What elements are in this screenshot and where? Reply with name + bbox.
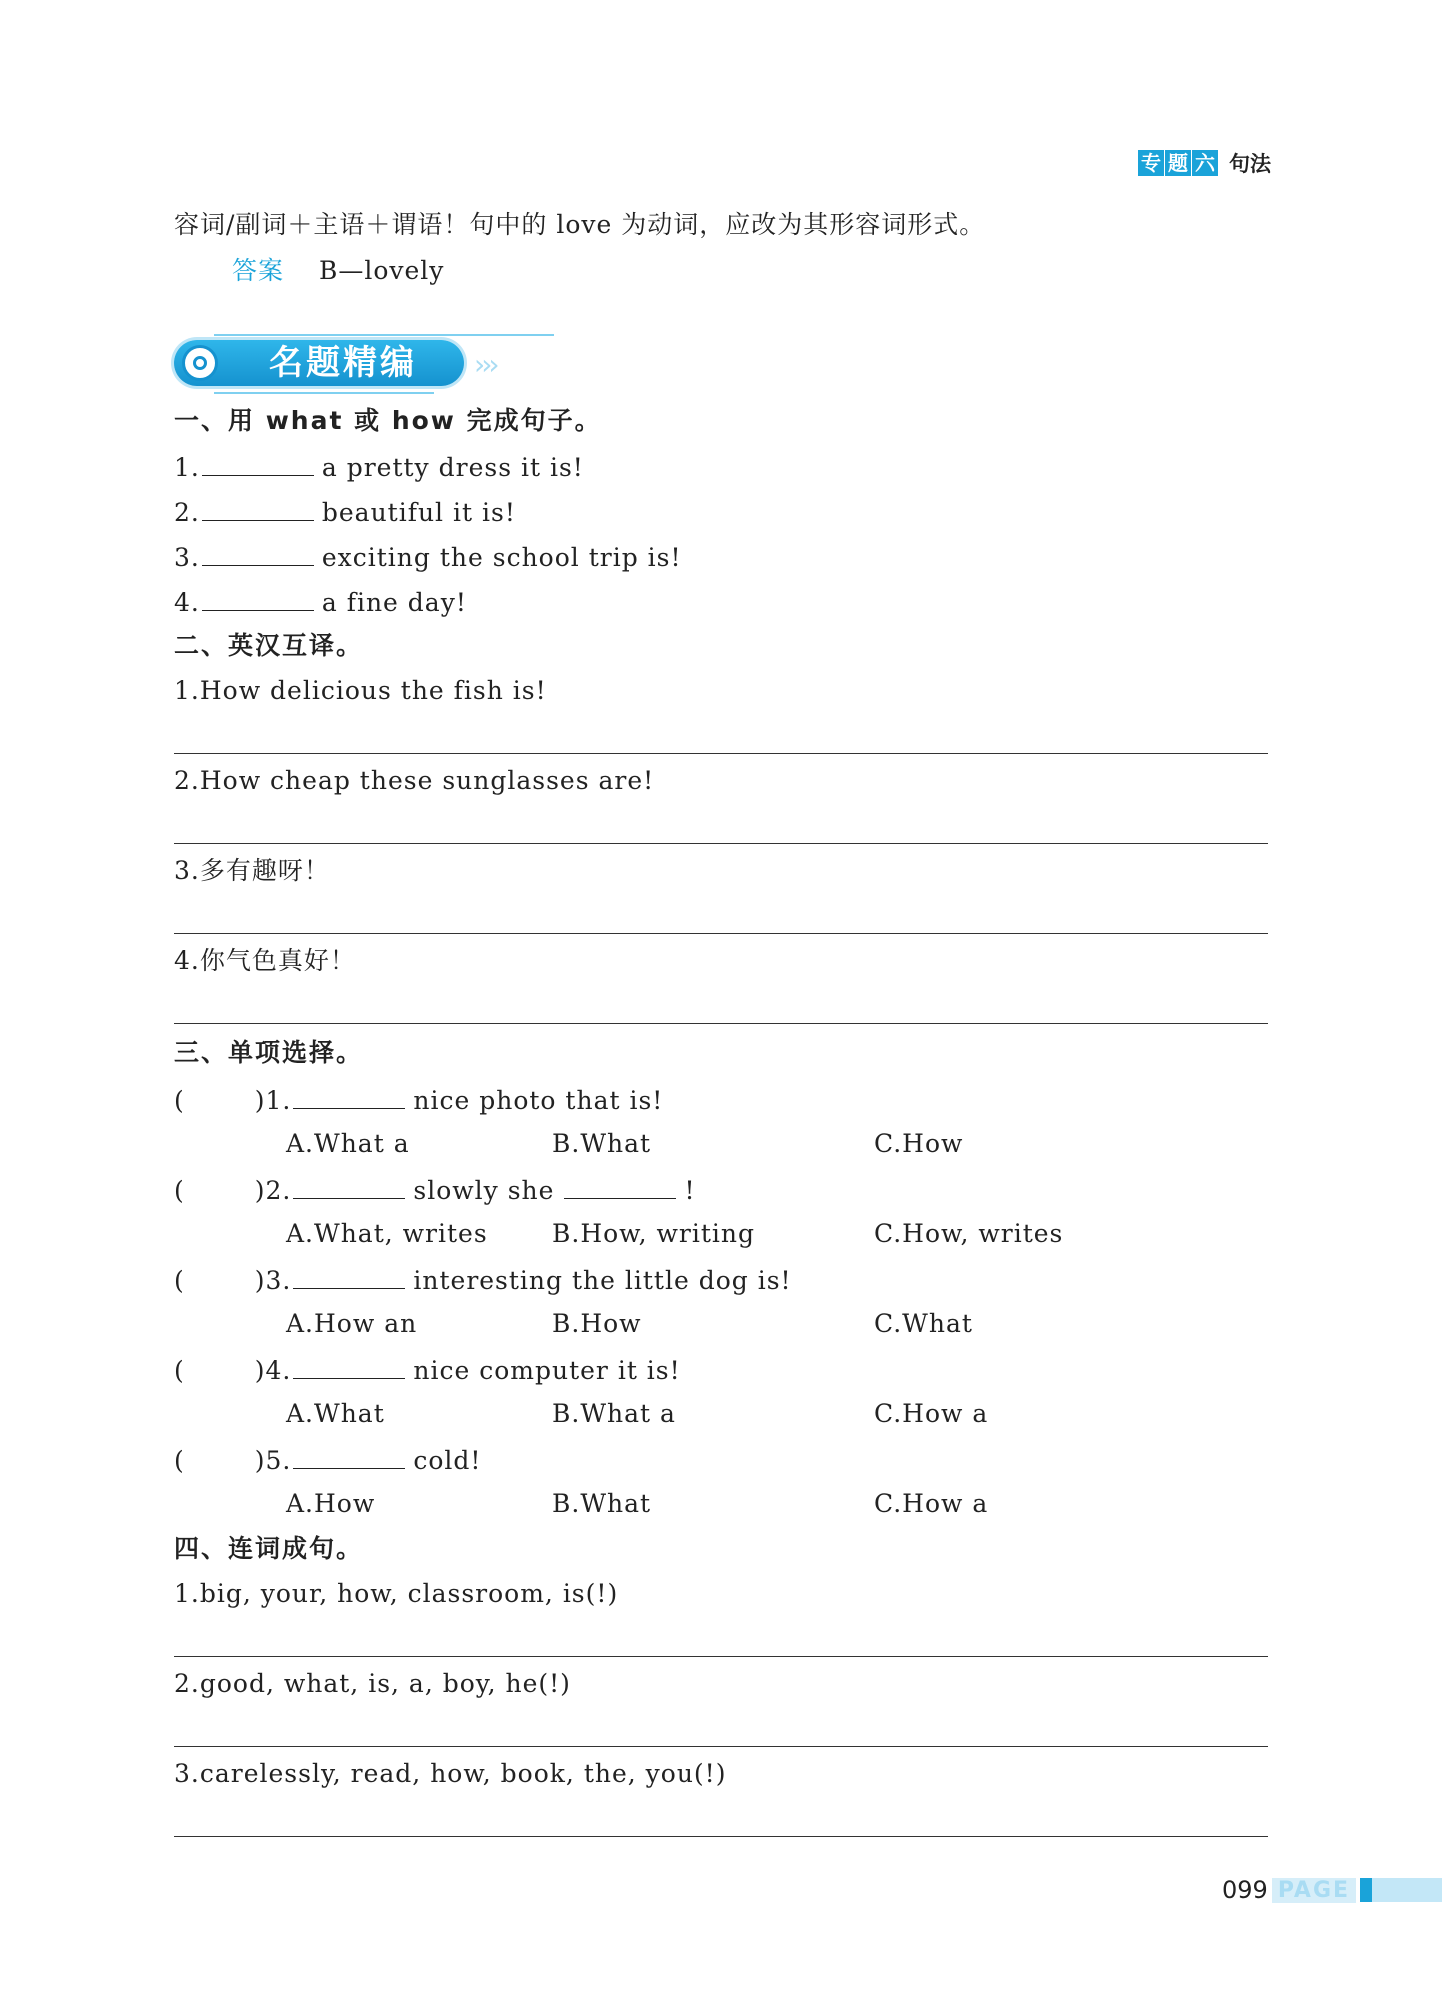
answer-line	[232, 258, 444, 283]
answer-blank[interactable]	[202, 453, 314, 476]
banner-badge-icon	[182, 345, 218, 381]
banner-top-line	[214, 334, 554, 336]
chapter-title: 句法	[1229, 152, 1271, 176]
mc-num: )2.	[254, 1176, 292, 1205]
mc-question	[174, 1446, 481, 1473]
mc-num: )3.	[254, 1266, 292, 1295]
mc-text: cold!	[413, 1446, 482, 1475]
s1-item-num: 1.	[174, 453, 200, 482]
section4-heading: 四、连词成句。	[174, 1534, 364, 1563]
page-bar	[1360, 1878, 1372, 1902]
s1-item	[174, 498, 516, 525]
chapter-tag	[1138, 148, 1271, 178]
tag-char: 六	[1192, 150, 1218, 176]
s1-item-text: beautiful it is!	[321, 498, 516, 527]
answer-blank[interactable]	[293, 1176, 405, 1199]
mc-option[interactable]: C.How a	[874, 1489, 989, 1518]
mc-text: nice computer it is!	[413, 1356, 681, 1385]
answer-blank[interactable]	[202, 498, 314, 521]
mc-text: nice photo that is!	[413, 1086, 664, 1115]
mc-num: )4.	[254, 1356, 292, 1385]
banner-arrows-icon: ›››	[474, 348, 496, 381]
s1-item	[174, 543, 682, 570]
banner-title: 名题精编	[269, 343, 417, 383]
mc-option[interactable]: B.What	[552, 1489, 652, 1518]
mc-option[interactable]: C.What	[874, 1309, 973, 1338]
answer-bracket[interactable]: (	[174, 1176, 185, 1205]
s2-item: 4.你气色真好！	[174, 946, 356, 975]
answer-bracket[interactable]: (	[174, 1086, 185, 1115]
s1-item	[174, 588, 467, 615]
mc-num: )1.	[254, 1086, 292, 1115]
s4-item: 2.good, what, is, a, boy, he(!)	[174, 1669, 571, 1698]
answer-blank[interactable]	[293, 1446, 405, 1469]
answer-line[interactable]	[174, 753, 1268, 754]
mc-option[interactable]: C.How, writes	[874, 1219, 1064, 1248]
mc-text: slowly she	[413, 1176, 555, 1205]
page-footer	[1222, 1876, 1442, 1904]
s1-item-num: 4.	[174, 588, 200, 617]
s4-item: 1.big, your, how, classroom, is(!)	[174, 1579, 619, 1608]
mc-option[interactable]: B.How, writing	[552, 1219, 755, 1248]
mc-option[interactable]: C.How a	[874, 1399, 989, 1428]
mc-question	[174, 1356, 681, 1383]
page-word: PAGE	[1272, 1878, 1356, 1903]
mc-option[interactable]: B.What	[552, 1129, 652, 1158]
page-number: 099	[1222, 1876, 1268, 1904]
mc-option[interactable]: A.What a	[286, 1129, 410, 1158]
mc-option[interactable]: A.What, writes	[286, 1219, 488, 1248]
answer-line[interactable]	[174, 1746, 1268, 1747]
section3-heading: 三、单项选择。	[174, 1038, 364, 1067]
mc-question	[174, 1176, 696, 1203]
mc-option[interactable]: C.How	[874, 1129, 964, 1158]
answer-line[interactable]	[174, 933, 1268, 934]
answer-bracket[interactable]: (	[174, 1356, 185, 1385]
chapter-tag-box	[1138, 150, 1219, 176]
answer-blank[interactable]	[564, 1176, 676, 1199]
mc-option[interactable]: A.How	[286, 1489, 376, 1518]
s1-item-num: 3.	[174, 543, 200, 572]
tag-char: 专	[1138, 150, 1164, 176]
answer-line[interactable]	[174, 1656, 1268, 1657]
answer-line[interactable]	[174, 1023, 1268, 1024]
mc-num: )5.	[254, 1446, 292, 1475]
answer-blank[interactable]	[293, 1086, 405, 1109]
tag-char: 题	[1165, 150, 1191, 176]
answer-blank[interactable]	[202, 543, 314, 566]
answer-blank[interactable]	[202, 588, 314, 611]
banner-bottom-line	[214, 392, 434, 394]
section1-heading: 一、用 what 或 how 完成句子。	[174, 406, 602, 435]
section-banner	[174, 334, 554, 394]
mc-question	[174, 1086, 663, 1113]
s2-item: 2.How cheap these sunglasses are!	[174, 766, 655, 795]
page-strip	[1372, 1878, 1442, 1902]
mc-post: !	[684, 1176, 696, 1205]
answer-bracket[interactable]: (	[174, 1446, 185, 1475]
s1-item-text: a fine day!	[321, 588, 467, 617]
answer-label: 答案	[232, 256, 285, 285]
mc-question	[174, 1266, 792, 1293]
answer-blank[interactable]	[293, 1266, 405, 1289]
s4-item: 3.carelessly, read, how, book, the, you(!)	[174, 1759, 727, 1788]
mc-option[interactable]: A.How an	[286, 1309, 418, 1338]
answer-value: B—lovely	[318, 256, 445, 285]
s1-item-text: exciting the school trip is!	[321, 543, 682, 572]
s1-item-num: 2.	[174, 498, 200, 527]
mc-text: interesting the little dog is!	[413, 1266, 792, 1295]
section2-heading: 二、英汉互译。	[174, 631, 364, 660]
s2-item: 3.多有趣呀！	[174, 856, 330, 885]
mc-option[interactable]: B.What a	[552, 1399, 676, 1428]
mc-option[interactable]: B.How	[552, 1309, 642, 1338]
mc-option[interactable]: A.What	[286, 1399, 385, 1428]
s1-item	[174, 453, 584, 480]
answer-bracket[interactable]: (	[174, 1266, 185, 1295]
intro-continuation: 容词/副词＋主语＋谓语！句中的 love 为动词，应改为其形容词形式。	[174, 210, 986, 239]
s1-item-text: a pretty dress it is!	[321, 453, 584, 482]
answer-blank[interactable]	[293, 1356, 405, 1379]
answer-line[interactable]	[174, 1836, 1268, 1837]
answer-line[interactable]	[174, 843, 1268, 844]
s2-item: 1.How delicious the fish is!	[174, 676, 547, 705]
